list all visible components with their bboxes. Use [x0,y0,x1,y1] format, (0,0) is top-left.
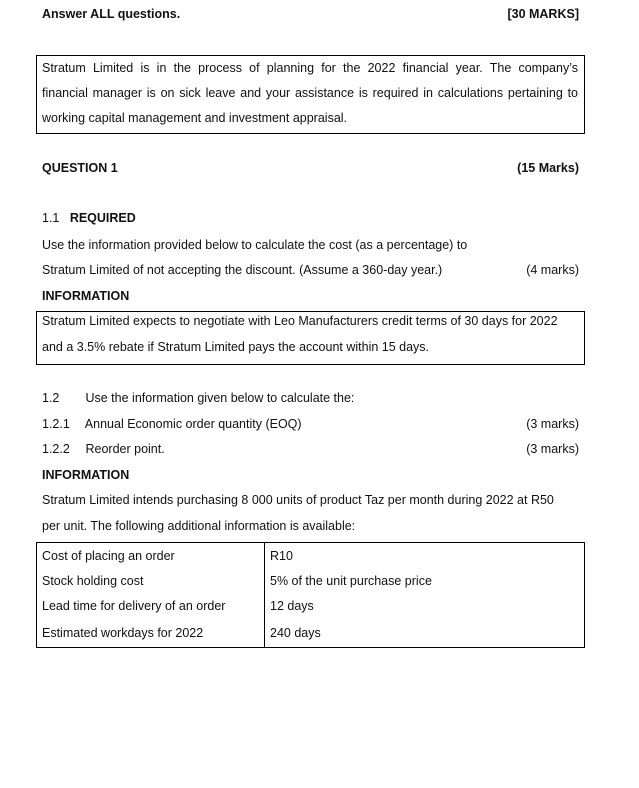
intro-line-3: working capital management and investment appraisal. [42,111,348,125]
q1-2-2-text: Reorder point. [85,442,165,456]
q1-2-1-text: Annual Economic order quantity (EOQ) [84,417,302,431]
q1-2-1-line [42,417,302,431]
q1-1-text-line-1: Use the information provided below to calculate the cost (as a percentage) to [42,238,468,252]
instruction-heading: Answer ALL questions. [42,7,181,21]
q1-2-intro-text: Use the information given below to calculate the: [85,391,355,405]
intro-line-1: Stratum Limited is in the process of planning for the 2022 financial year. The company’s [42,61,578,75]
q1-2-2-line [42,442,165,456]
q1-1-number: 1.1 [42,211,60,225]
intro-box [36,55,585,134]
table-cell-label: Estimated workdays for 2022 [37,618,265,648]
q1-1-required: REQUIRED [69,211,136,225]
q1-2-2-marks: (3 marks) [526,442,579,456]
intro-line-2: financial manager is on sick leave and your assistance is required in calculations pertaining to [42,86,578,100]
q1-1-text-line-2: Stratum Limited of not accepting the discount. (Assume a 360-day year.) [42,263,443,277]
q1-1-info-line-1: Stratum Limited expects to negotiate with Leo Manufacturers credit terms of 30 days for 2022 [42,314,558,328]
q1-2-2-number: 1.2.2 [42,442,70,456]
additional-info-table [36,542,585,648]
q1-2-intro [42,391,354,405]
table-row [37,618,585,648]
table-cell-value: 12 days [265,593,585,618]
q1-1-marks: (4 marks) [526,263,579,277]
table-cell-value: 5% of the unit purchase price [265,568,585,593]
question-1-title: QUESTION 1 [42,161,118,175]
q1-2-info-line-1: Stratum Limited intends purchasing 8 000 units of product Taz per month during 2022 at R50 [42,493,554,507]
table-cell-label: Cost of placing an order [37,543,265,569]
q1-2-1-marks: (3 marks) [526,417,579,431]
table-row [37,543,585,569]
q1-2-info-line-2: per unit. The following additional information is available: [42,519,356,533]
q1-1-heading [42,211,136,225]
table-cell-value: 240 days [265,618,585,648]
table-row [37,568,585,593]
q1-2-info-heading: INFORMATION [42,468,130,482]
question-1-marks: (15 Marks) [517,161,579,175]
q1-1-info-heading: INFORMATION [42,289,130,303]
table-row [37,593,585,618]
q1-2-1-number: 1.2.1 [42,417,70,431]
table-cell-value: R10 [265,543,585,569]
q1-1-info-line-2: and a 3.5% rebate if Stratum Limited pays the account within 15 days. [42,340,430,354]
table-cell-label: Lead time for delivery of an order [37,593,265,618]
q1-2-number: 1.2 [42,391,60,405]
q1-1-info-box [36,311,585,365]
total-marks: [30 MARKS] [507,7,579,21]
table-cell-label: Stock holding cost [37,568,265,593]
